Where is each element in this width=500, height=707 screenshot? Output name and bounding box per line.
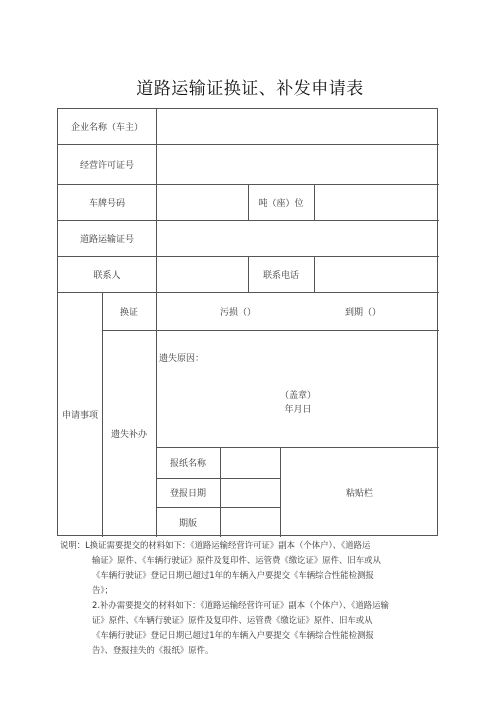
issue-label: 期版 bbox=[178, 518, 197, 529]
expired-option[interactable]: 到期（） bbox=[344, 307, 381, 318]
company-name-label: 企业名称（车主） bbox=[70, 123, 143, 133]
application-form-table bbox=[57, 108, 438, 536]
loss-reason-label: 遗失原因： bbox=[159, 354, 205, 364]
publish-date-input[interactable] bbox=[220, 478, 280, 507]
tonnage-label: 吨（座）位 bbox=[258, 198, 304, 209]
company-name-input[interactable] bbox=[156, 109, 439, 144]
note-line: 《车辆行驶证》登记日期已超过1年的车辆入户要提交《车辆综合性能检测报 bbox=[92, 630, 374, 640]
contact-phone-label: 联系电话 bbox=[262, 270, 299, 281]
note-line: 告》； bbox=[92, 585, 113, 595]
note-line: 输证》原件、《车辆行驶证》原件及复印件、运管费《缴讫证》原件、旧车或从 bbox=[92, 555, 381, 565]
plate-number-label: 车牌号码 bbox=[88, 198, 125, 209]
note-line: 2.补办需要提交的材料如下：《道路运输经营许可证》副本（个体户）、《道路运输 bbox=[92, 600, 389, 610]
newspaper-name-label: 报纸名称 bbox=[169, 459, 206, 469]
note-line: 证》原件、《车辆行驶证》原件及复印件、运管费《缴讫证》原件、旧车或从 bbox=[92, 615, 373, 625]
tonnage-input[interactable] bbox=[314, 184, 439, 220]
transport-cert-input[interactable] bbox=[156, 220, 439, 256]
business-license-input[interactable] bbox=[156, 144, 439, 184]
note-line bbox=[60, 538, 440, 553]
plate-number-input[interactable] bbox=[156, 184, 248, 220]
date-label: 年月日 bbox=[284, 404, 312, 415]
contact-person-input[interactable] bbox=[156, 256, 248, 292]
seal-label: （盖章） bbox=[279, 390, 316, 401]
instructions-notes bbox=[60, 538, 440, 658]
notes-prefix: 说明： bbox=[60, 540, 86, 550]
note-line: 告》、登报挂失的《报纸》原件。 bbox=[92, 645, 214, 655]
renewal-label: 换证 bbox=[119, 307, 138, 318]
note-text: L换证需要提交的材料如下：《道路运输经营许可证》副本（个体户）、《道路运 bbox=[85, 540, 371, 550]
contact-phone-input[interactable] bbox=[314, 256, 439, 292]
damaged-option[interactable]: 污损（） bbox=[219, 307, 256, 318]
form-title: 道路运输证换证、补发申请表 bbox=[136, 79, 364, 99]
paste-area: 粘贴栏 bbox=[345, 488, 373, 499]
issue-input[interactable] bbox=[220, 507, 280, 537]
application-matter-label: 申请事项 bbox=[61, 411, 98, 421]
contact-person-label: 联系人 bbox=[93, 270, 121, 281]
publish-date-label: 登报日期 bbox=[169, 489, 206, 499]
business-license-label: 经营许可证号 bbox=[79, 160, 134, 171]
transport-cert-label: 道路运输证号 bbox=[79, 234, 134, 245]
note-line: 《车辆行驶证》登记日期已超过1年的车辆入户要提交《车辆综合性能检测报 bbox=[92, 570, 374, 580]
reissue-label: 遗失补办 bbox=[110, 430, 147, 440]
newspaper-name-input[interactable] bbox=[220, 447, 280, 478]
